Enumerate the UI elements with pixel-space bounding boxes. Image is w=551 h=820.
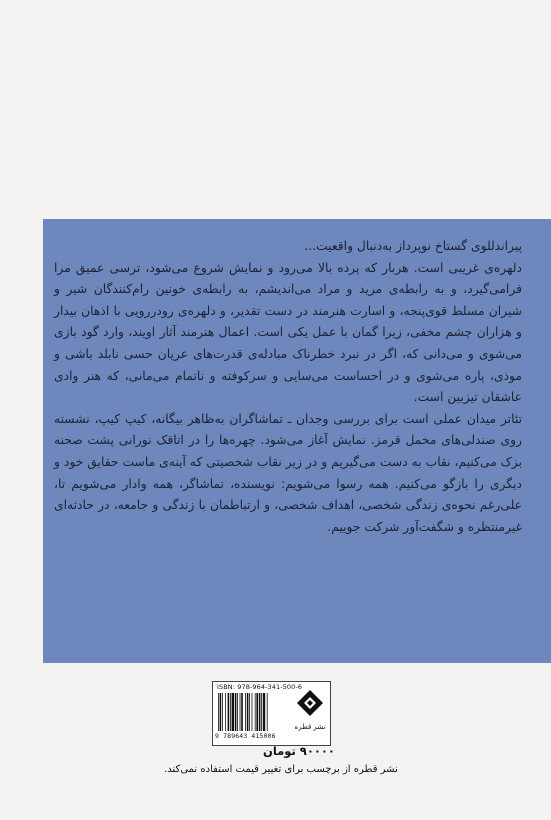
price-label: ۹۰۰۰۰ تومان bbox=[263, 744, 335, 758]
blurb-text bbox=[54, 236, 522, 538]
barcode-label bbox=[212, 681, 331, 746]
blurb-paragraph-2: تئاتر میدان عملی است برای بررسی وجدان ـ تماشاگران به‌ظاهر بیگانه، کیپ کیپ، نشسته روی صندلی‌های مخمل قرمز. نمایش آغاز می‌شود. چهره‌ها را در اتاقک نورانی پشت صحنه بزک می‌کنیم، نقاب به دست می‌گیریم و در زیر نقاب شخصیتی که آینه‌ی ماست حقایق خود و دیگری را بازگو می‌کنیم. همه رسوا می‌شویم: نویسنده، تماشاگر، همه وادار می‌شویم تا، علی‌رغم نحوه‌ی زندگی شخصی، اهداف شخصی، و ارتباطمان با زندگی و جامعه، در حادثه‌ای غیرمنتظره و شگفت‌آور شرکت جوییم. bbox=[54, 411, 522, 534]
blurb-paragraph-1: دلهره‌ی غریبی است. هربار که پرده بالا می‌رود و نمایش شروع می‌شود، ترسی عمیق مرا فرامی‌گیرد، و به رابطه‌ی مرید و مراد می‌اندیشم، به رابطه‌ی خونین رام‌کنندگان شیر و شیران مسلط قوی‌پنجه، و اسارت هنرمند در دست تقدیر، و دلهره‌ی رودررویی با اذهان بیدار و هزاران چشم مخفی، زیرا گمان با عمل یکی است. اعمال هنرمند آثار اویند، وارد گود بازی می‌شوی و می‌دانی که، اگر در نبرد خطرناک مبادله‌ی قدرت‌های عریان حسی نابلد باشی و موذی، پاره می‌شوی و در احساست می‌سایی و سرکوفته و ناتمام می‌مانی، که هنر وادی عاشقان تیزبین است. bbox=[54, 260, 522, 405]
isbn-text: ISBN: 978-964-341-500-6 bbox=[217, 683, 303, 691]
publisher-logo-text: نشر قطره bbox=[294, 723, 326, 731]
blurb-heading: پیراندللوی گستاخ نوپرداز به‌دنبال واقعیت... bbox=[304, 239, 522, 253]
barcode-icon bbox=[218, 693, 286, 737]
price-notice: نشر قطره از برچسب برای تغییر قیمت استفاده نمی‌کند. bbox=[164, 764, 398, 775]
barcode-digits: 9 789643 415006 bbox=[215, 732, 276, 740]
publisher-logo-icon bbox=[292, 687, 328, 735]
